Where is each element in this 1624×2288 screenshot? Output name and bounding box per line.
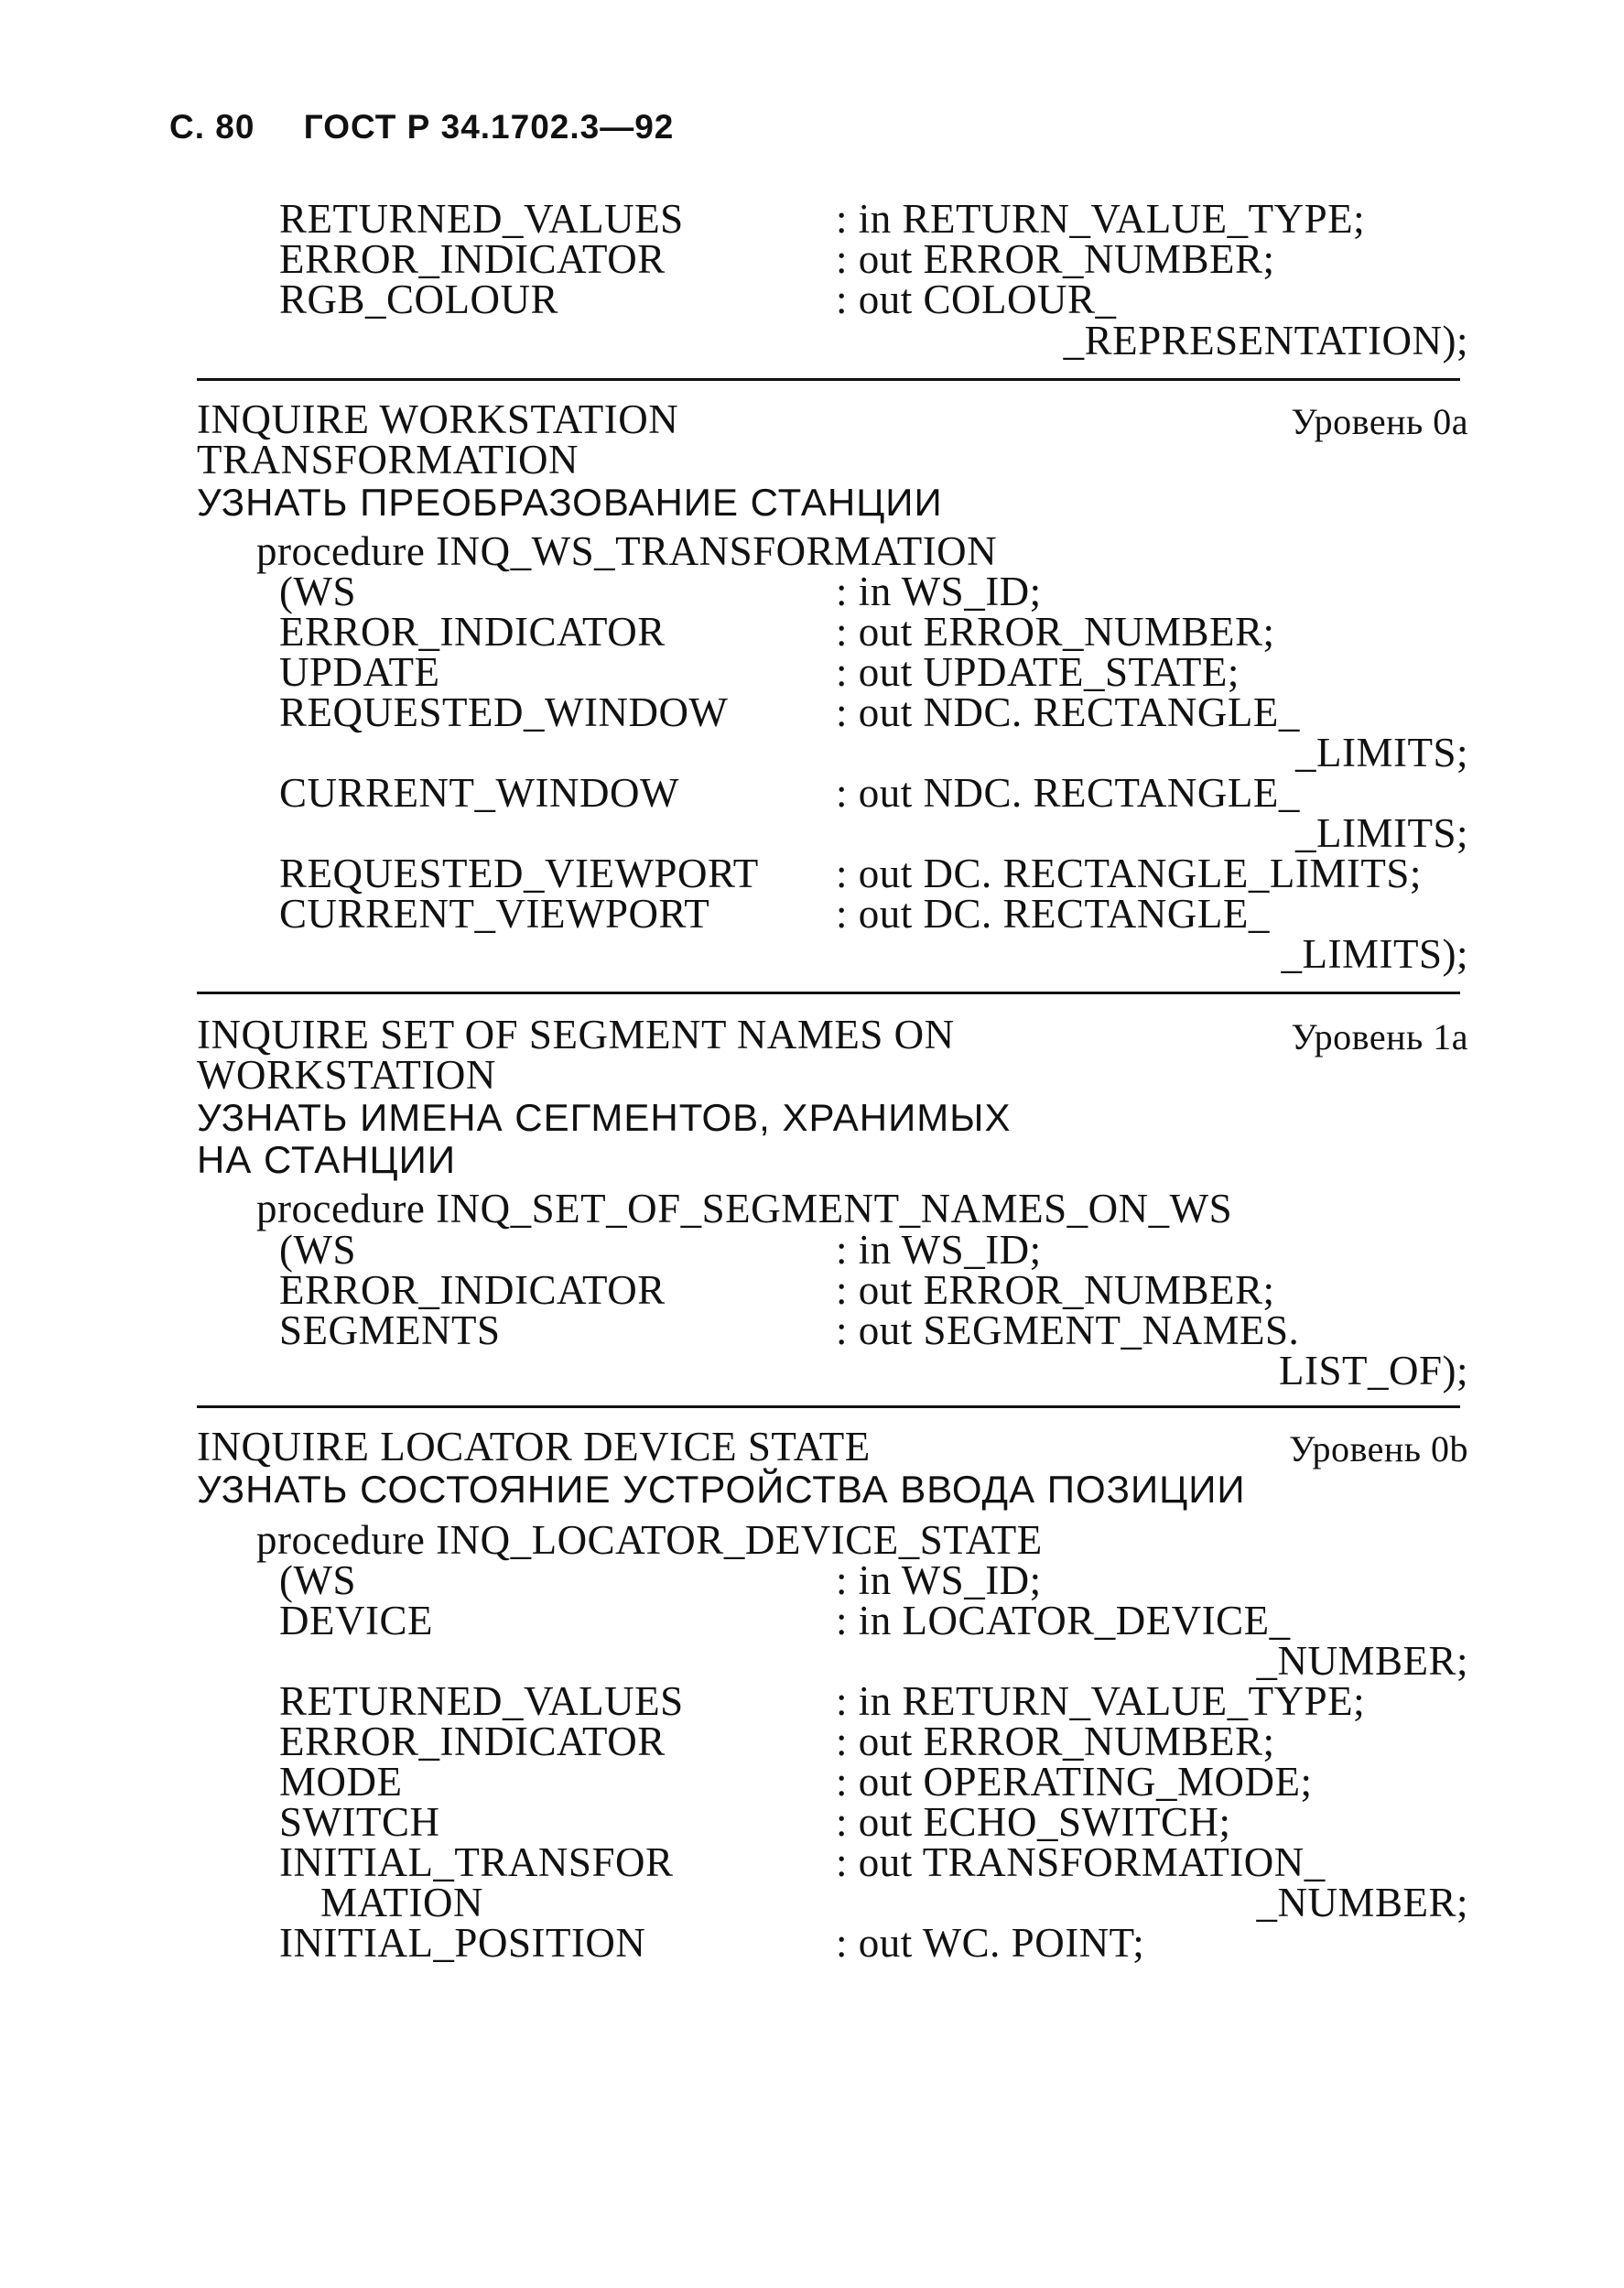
param-type: : out WC. POINT; <box>836 1920 1145 1966</box>
param-type-continuation: _LIMITS); <box>1281 931 1468 977</box>
param-type: : out ECHO_SWITCH; <box>836 1799 1231 1845</box>
param-type-continuation: _REPRESENTATION); <box>1063 318 1468 363</box>
param-type-continuation: _LIMITS; <box>1295 810 1468 856</box>
function-title-ru: УЗНАТЬ ИМЕНА СЕГМЕНТОВ, ХРАНИМЫХ <box>197 1096 1012 1139</box>
param-name: ERROR_INDICATOR <box>279 1719 666 1764</box>
param-name: ERROR_INDICATOR <box>279 1267 666 1313</box>
section-divider <box>197 992 1460 994</box>
page-header <box>169 108 674 146</box>
param-name: RGB_COLOUR <box>279 277 559 322</box>
param-type: : out ERROR_NUMBER; <box>836 236 1275 282</box>
param-type-continuation: LIST_OF); <box>1279 1348 1468 1393</box>
param-name: RETURNED_VALUES <box>279 1678 684 1724</box>
function-title-en: TRANSFORMATION <box>197 437 579 483</box>
param-type: : out DC. RECTANGLE_LIMITS; <box>836 851 1422 896</box>
param-type: : out ERROR_NUMBER; <box>836 609 1275 655</box>
param-name: (WS <box>279 1227 356 1273</box>
section-divider <box>197 378 1460 381</box>
param-type: : out TRANSFORMATION_ <box>836 1839 1326 1885</box>
param-type: : out UPDATE_STATE; <box>836 649 1240 695</box>
function-title-ru: УЗНАТЬ ПРЕОБРАЗОВАНИЕ СТАНЦИИ <box>197 481 943 524</box>
param-name: SEGMENTS <box>279 1307 501 1353</box>
param-name: UPDATE <box>279 649 440 695</box>
param-name: INITIAL_TRANSFOR <box>279 1839 674 1885</box>
param-type: : out OPERATING_MODE; <box>836 1759 1313 1805</box>
param-name: ERROR_INDICATOR <box>279 609 666 655</box>
function-title-en: INQUIRE SET OF SEGMENT NAMES ON <box>197 1012 955 1057</box>
param-name: (WS <box>279 1557 356 1603</box>
param-name: REQUESTED_WINDOW <box>279 689 729 735</box>
param-name: (WS <box>279 569 356 614</box>
param-type: : out NDC. RECTANGLE_ <box>836 689 1300 735</box>
param-type: : in WS_ID; <box>836 569 1042 614</box>
function-title-ru: НА СТАНЦИИ <box>197 1138 456 1181</box>
param-type: : out SEGMENT_NAMES. <box>836 1307 1300 1353</box>
function-title-ru: УЗНАТЬ СОСТОЯНИЕ УСТРОЙСТВА ВВОДА ПОЗИЦИИ <box>197 1468 1246 1511</box>
level-label: Уровень 0a <box>1291 401 1468 442</box>
param-type: : out COLOUR_ <box>836 277 1117 322</box>
level-label: Уровень 1a <box>1291 1016 1468 1057</box>
param-name: RETURNED_VALUES <box>279 196 684 242</box>
param-name: SWITCH <box>279 1799 440 1845</box>
level-label: Уровень 0b <box>1289 1428 1468 1469</box>
param-name-continuation: MATION <box>320 1880 483 1925</box>
param-type: : out DC. RECTANGLE_ <box>836 891 1270 937</box>
param-name: DEVICE <box>279 1598 433 1643</box>
param-name: MODE <box>279 1759 403 1805</box>
param-type: : out ERROR_NUMBER; <box>836 1719 1275 1764</box>
param-type: : in LOCATOR_DEVICE_ <box>836 1598 1291 1643</box>
section-divider <box>197 1405 1460 1408</box>
param-type-continuation: _LIMITS; <box>1295 730 1468 775</box>
param-name: CURRENT_WINDOW <box>279 770 679 816</box>
standard-id: ГОСТ Р 34.1702.3—92 <box>303 108 675 146</box>
page-number: С. 80 <box>169 108 255 146</box>
procedure-signature: procedure INQ_WS_TRANSFORMATION <box>256 528 998 574</box>
param-name: REQUESTED_VIEWPORT <box>279 851 759 896</box>
param-name: INITIAL_POSITION <box>279 1920 646 1966</box>
param-type: : in WS_ID; <box>836 1557 1042 1603</box>
procedure-signature: procedure INQ_LOCATOR_DEVICE_STATE <box>256 1517 1043 1563</box>
param-type: : out ERROR_NUMBER; <box>836 1267 1275 1313</box>
procedure-signature: procedure INQ_SET_OF_SEGMENT_NAMES_ON_WS <box>256 1186 1233 1231</box>
param-type: : in WS_ID; <box>836 1227 1042 1273</box>
param-type: : in RETURN_VALUE_TYPE; <box>836 196 1366 242</box>
function-title-en: INQUIRE WORKSTATION <box>197 396 679 442</box>
param-type: : in RETURN_VALUE_TYPE; <box>836 1678 1366 1724</box>
param-type-continuation: _NUMBER; <box>1256 1638 1468 1684</box>
function-title-en: INQUIRE LOCATOR DEVICE STATE <box>197 1424 871 1469</box>
function-title-en: WORKSTATION <box>197 1052 496 1098</box>
param-name: ERROR_INDICATOR <box>279 236 666 282</box>
param-name: CURRENT_VIEWPORT <box>279 891 710 937</box>
param-type: : out NDC. RECTANGLE_ <box>836 770 1300 816</box>
param-type-continuation: _NUMBER; <box>1256 1880 1468 1925</box>
